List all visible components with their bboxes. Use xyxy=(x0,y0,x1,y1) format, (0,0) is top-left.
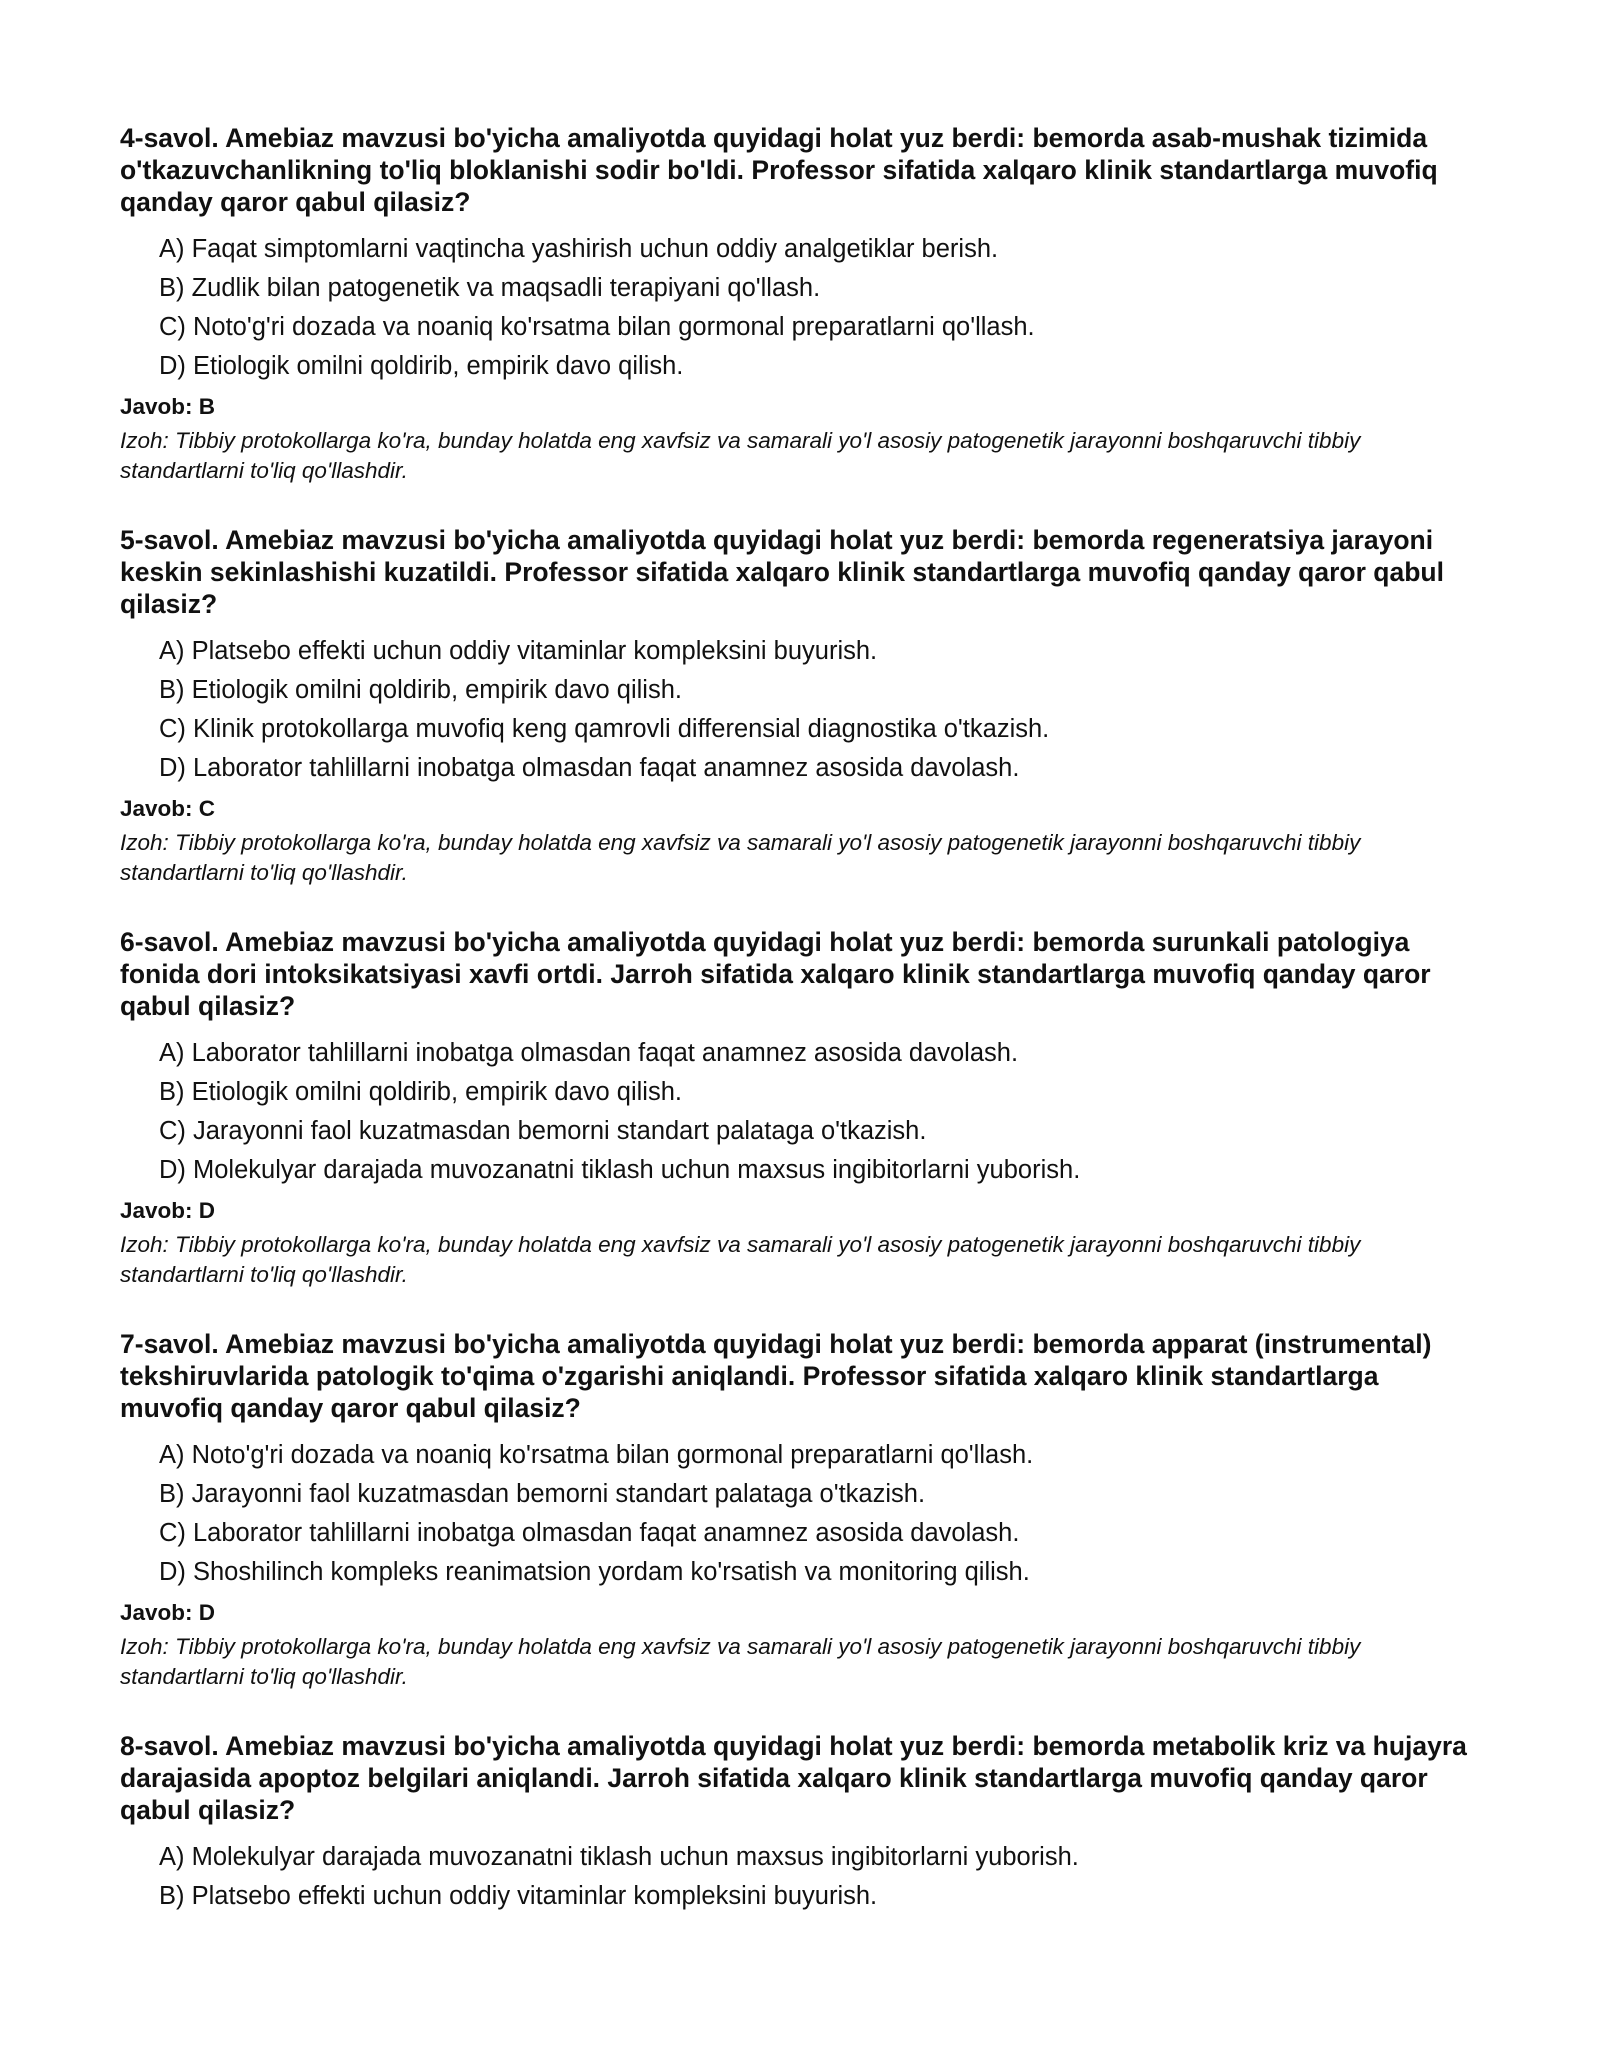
answer: Javob: D xyxy=(120,1198,216,1223)
explanation-note: Izoh: Tibbiy protokollarga ko'ra, bunday holatda eng xavfsiz va samarali yo'l asosiy patogenetik jarayonni boshqaruvchi tibbiy standartlarni to'liq qo'llashdir. xyxy=(120,1232,1361,1287)
question-title: 6-savol. Amebiaz mavzusi bo'yicha amaliyotda quyidagi holat yuz berdi: bemorda surunkali patologiya fonida dori intoksikatsiyasi xavfi ortdi. Jarroh sifatida xalqaro klinik standartlarga muvofiq qanday qaror qabul qilasiz? xyxy=(120,927,1431,1021)
option-d: D) Etiologik omilni qoldirib, empirik davo qilish. xyxy=(159,352,684,380)
option-c: C) Klinik protokollarga muvofiq keng qamrovli differensial diagnostika o'tkazish. xyxy=(159,715,1050,743)
option-a: A) Platsebo effekti uchun oddiy vitaminlar kompleksini buyurish. xyxy=(159,637,878,665)
options-list xyxy=(120,230,1480,386)
answer: Javob: D xyxy=(120,1600,216,1625)
options-list xyxy=(120,632,1480,788)
question-7 xyxy=(120,1328,1480,1692)
option-c: C) Jarayonni faol kuzatmasdan bemorni standart palataga o'tkazish. xyxy=(159,1117,927,1145)
explanation-note: Izoh: Tibbiy protokollarga ko'ra, bunday holatda eng xavfsiz va samarali yo'l asosiy patogenetik jarayonni boshqaruvchi tibbiy standartlarni to'liq qo'llashdir. xyxy=(120,1634,1361,1689)
answer: Javob: B xyxy=(120,394,216,419)
option-a: A) Noto'g'ri dozada va noaniq ko'rsatma bilan gormonal preparatlarni qo'llash. xyxy=(159,1441,1034,1469)
question-title: 4-savol. Amebiaz mavzusi bo'yicha amaliyotda quyidagi holat yuz berdi: bemorda asab-mushak tizimida o'tkazuvchanlikning to'liq bloklanishi sodir bo'ldi. Professor sifatida xalqaro klinik standartlarga muvofiq qanday qaror qabul qilasiz? xyxy=(120,123,1438,217)
option-a: A) Molekulyar darajada muvozanatni tiklash uchun maxsus ingibitorlarni yuborish. xyxy=(159,1843,1079,1871)
option-d: D) Shoshilinch kompleks reanimatsion yordam ko'rsatish va monitoring qilish. xyxy=(159,1558,1030,1586)
document-page xyxy=(120,122,1480,1954)
option-a: A) Faqat simptomlarni vaqtincha yashirish uchun oddiy analgetiklar berish. xyxy=(159,235,999,263)
option-a: A) Laborator tahlillarni inobatga olmasdan faqat anamnez asosida davolash. xyxy=(159,1039,1019,1067)
question-title: 8-savol. Amebiaz mavzusi bo'yicha amaliyotda quyidagi holat yuz berdi: bemorda metabolik kriz va hujayra darajasida apoptoz belgilari aniqlandi. Jarroh sifatida xalqaro klinik standartlarga muvofiq qanday qaror qabul qilasiz? xyxy=(120,1731,1467,1825)
option-c: C) Laborator tahlillarni inobatga olmasdan faqat anamnez asosida davolash. xyxy=(159,1519,1020,1547)
explanation-note: Izoh: Tibbiy protokollarga ko'ra, bunday holatda eng xavfsiz va samarali yo'l asosiy patogenetik jarayonni boshqaruvchi tibbiy standartlarni to'liq qo'llashdir. xyxy=(120,428,1361,483)
question-5 xyxy=(120,524,1480,888)
option-b: B) Etiologik omilni qoldirib, empirik davo qilish. xyxy=(159,676,682,704)
question-title: 5-savol. Amebiaz mavzusi bo'yicha amaliyotda quyidagi holat yuz berdi: bemorda regeneratsiya jarayoni keskin sekinlashishi kuzatildi. Professor sifatida xalqaro klinik standartlarga muvofiq qanday qaror qabul qilasiz? xyxy=(120,525,1444,619)
question-4 xyxy=(120,122,1480,486)
options-list xyxy=(120,1436,1480,1592)
option-b: B) Etiologik omilni qoldirib, empirik davo qilish. xyxy=(159,1078,682,1106)
option-d: D) Molekulyar darajada muvozanatni tiklash uchun maxsus ingibitorlarni yuborish. xyxy=(159,1156,1081,1184)
question-8 xyxy=(120,1730,1480,1916)
option-d: D) Laborator tahlillarni inobatga olmasdan faqat anamnez asosida davolash. xyxy=(159,754,1020,782)
option-b: B) Platsebo effekti uchun oddiy vitaminlar kompleksini buyurish. xyxy=(159,1882,878,1910)
option-b: B) Zudlik bilan patogenetik va maqsadli terapiyani qo'llash. xyxy=(159,274,821,302)
options-list xyxy=(120,1838,1480,1916)
question-title: 7-savol. Amebiaz mavzusi bo'yicha amaliyotda quyidagi holat yuz berdi: bemorda apparat (instrumental) tekshiruvlarida patologik to'qima o'zgarishi aniqlandi. Professor sifatida xalqaro klinik standartlarga muvofiq qanday qaror qabul qilasiz? xyxy=(120,1329,1432,1423)
explanation-note: Izoh: Tibbiy protokollarga ko'ra, bunday holatda eng xavfsiz va samarali yo'l asosiy patogenetik jarayonni boshqaruvchi tibbiy standartlarni to'liq qo'llashdir. xyxy=(120,830,1361,885)
answer: Javob: C xyxy=(120,796,216,821)
question-6 xyxy=(120,926,1480,1290)
options-list xyxy=(120,1034,1480,1190)
option-c: C) Noto'g'ri dozada va noaniq ko'rsatma bilan gormonal preparatlarni qo'llash. xyxy=(159,313,1035,341)
option-b: B) Jarayonni faol kuzatmasdan bemorni standart palataga o'tkazish. xyxy=(159,1480,926,1508)
